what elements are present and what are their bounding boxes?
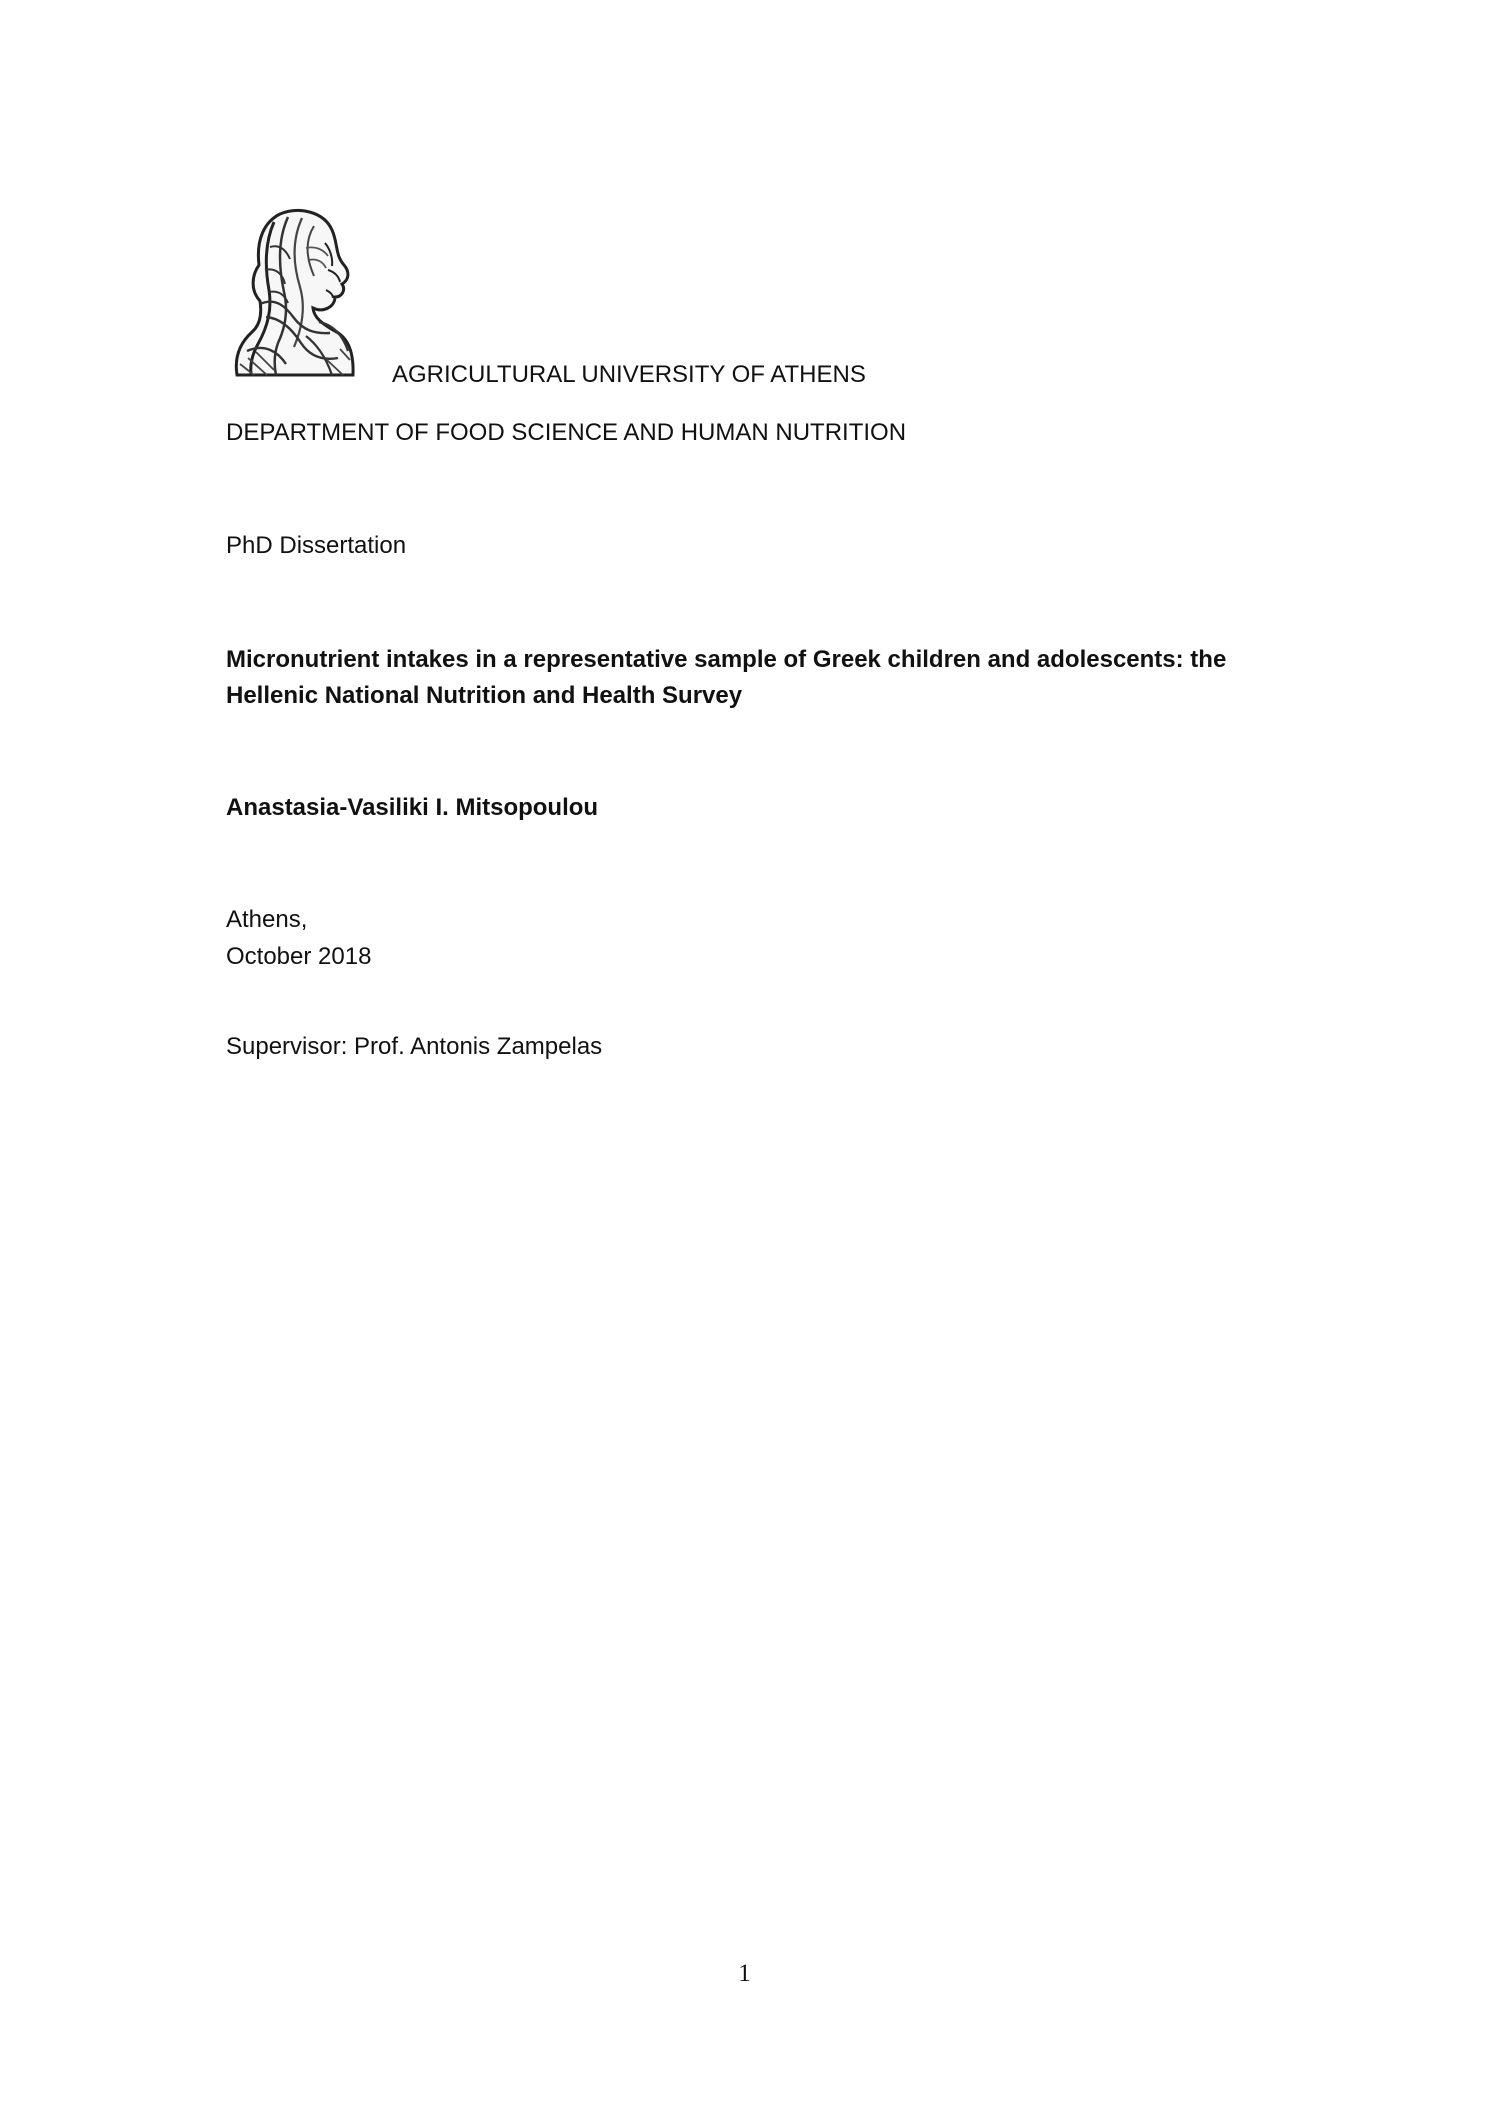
place-of-publication: Athens, bbox=[226, 906, 308, 933]
publication-date: October 2018 bbox=[226, 943, 372, 970]
author-name: Anastasia-Vasiliki I. Mitsopoulou bbox=[226, 794, 599, 821]
degree-type: PhD Dissertation bbox=[226, 532, 407, 559]
supervisor-name: Supervisor: Prof. Antonis Zampelas bbox=[226, 1033, 603, 1060]
page-number: 1 bbox=[738, 1960, 751, 1987]
dissertation-title-line-2: Hellenic National Nutrition and Health Survey bbox=[226, 682, 743, 709]
university-logo bbox=[222, 204, 374, 378]
department-name: DEPARTMENT OF FOOD SCIENCE AND HUMAN NUTRITION bbox=[226, 419, 907, 446]
dissertation-title-line-1: Micronutrient intakes in a representative sample of Greek children and adolescents: the bbox=[226, 646, 1227, 673]
university-name: AGRICULTURAL UNIVERSITY OF ATHENS bbox=[392, 361, 866, 388]
dissertation-title bbox=[226, 642, 1286, 714]
